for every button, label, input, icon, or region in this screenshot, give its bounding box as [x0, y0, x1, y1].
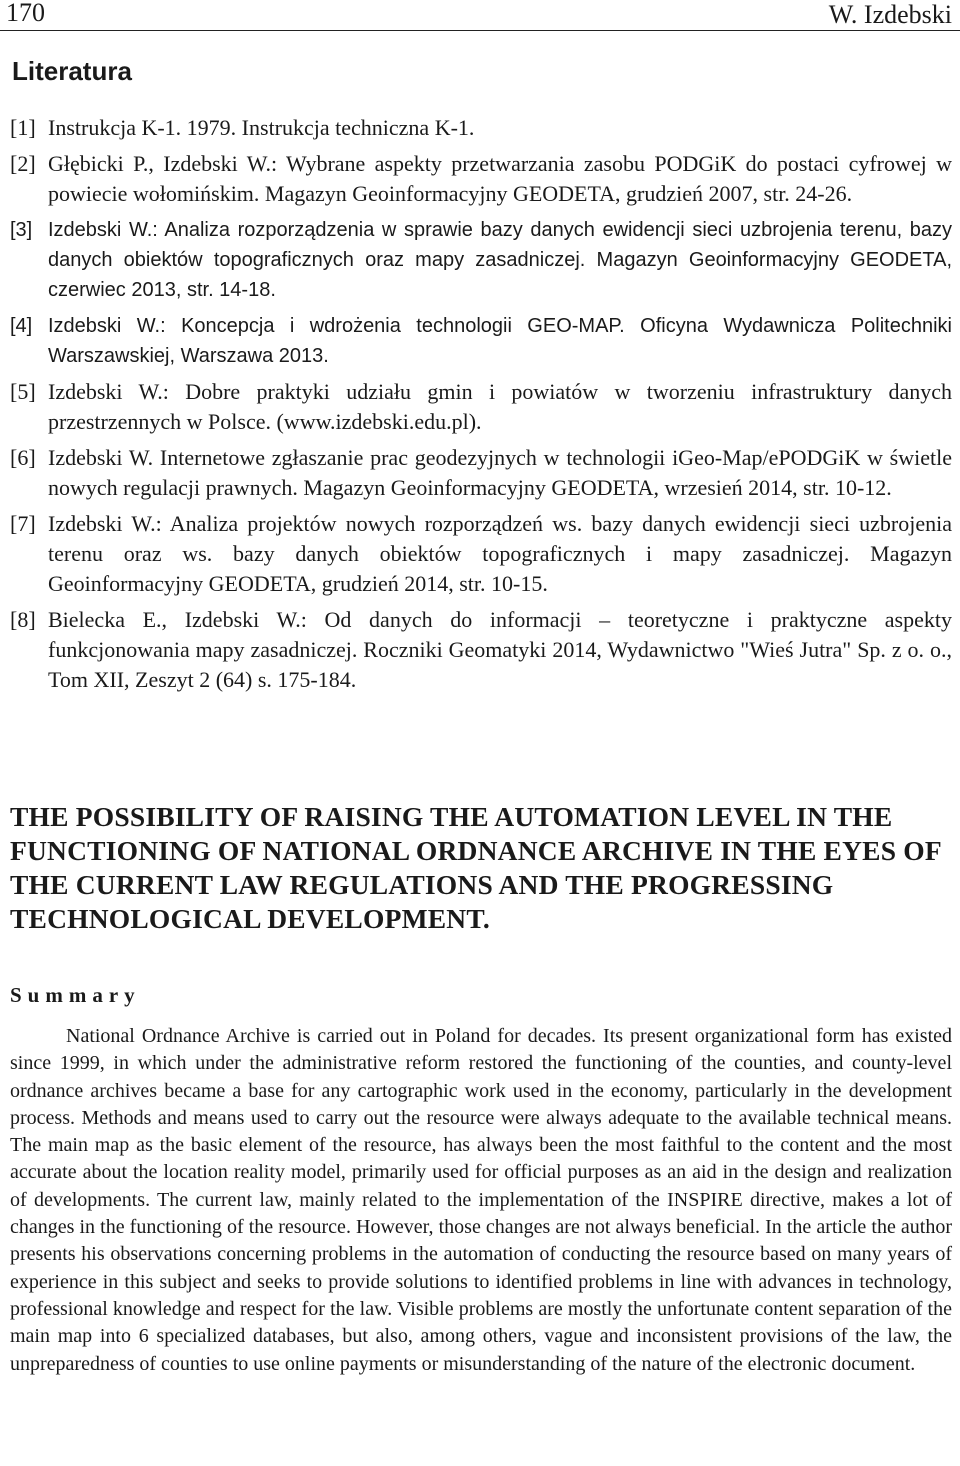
- page-number: 170: [6, 0, 45, 27]
- reference-text: Bielecka E., Izdebski W.: Od danych do informacji – teoretyczne i praktyczne aspekty funkcjonowania mapy zasadniczej. Roczniki Geomatyki 2014, Wydawnictwo "Wieś Jutra" Sp. z o. o., Tom XII, Zeszyt 2 (64) s. 175-184.: [48, 607, 952, 692]
- reference-text: Izdebski W.: Analiza projektów nowych rozporządzeń ws. bazy danych ewidencji sieci uzbrojenia terenu oraz ws. bazy danych obiektów topograficznych i mapy zasadniczej. Magazyn Geoinformacyjny GEODETA, grudzień 2014, str. 10-15.: [48, 511, 952, 596]
- reference-number: [6]: [10, 445, 36, 470]
- reference-item-5: [10, 377, 952, 437]
- reference-item-1: [10, 113, 952, 143]
- reference-text: Izdebski W.: Koncepcja i wdrożenia technologii GEO-MAP. Oficyna Wydawnicza Politechniki Warszawskiej, Warszawa 2013.: [48, 315, 952, 367]
- reference-number: [2]: [10, 151, 36, 176]
- running-head-author: W. Izdebski: [828, 0, 952, 29]
- reference-text: Głębicki P., Izdebski W.: Wybrane aspekty przetwarzania zasobu PODGiK do postaci cyfrowej w powiecie wołomińskim. Magazyn Geoinformacyjny GEODETA, grudzień 2007, str. 24-26.: [48, 151, 952, 206]
- english-article-title: THE POSSIBILITY OF RAISING THE AUTOMATION LEVEL IN THE FUNCTIONING OF NATIONAL ORDNANCE ARCHIVE IN THE EYES OF THE CURRENT LAW REGULATIONS AND THE PROGRESSING TECHNOLOGICAL DEVELOPMENT.: [10, 801, 941, 934]
- reference-item-2: [10, 149, 952, 209]
- reference-number: [7]: [10, 511, 36, 536]
- reference-item-8: [10, 605, 952, 695]
- reference-text: Izdebski W.: Dobre praktyki udziału gmin i powiatów w tworzeniu infrastruktury danych przestrzennych w Polsce. (www.izdebski.edu.pl).: [48, 379, 952, 434]
- reference-text: Izdebski W. Internetowe zgłaszanie prac geodezyjnych w technologii iGeo-Map/ePODGiK w świetle nowych regulacji prawnych. Magazyn Geoinformacyjny GEODETA, wrzesień 2014, str. 10-12.: [48, 445, 952, 500]
- summary-heading: Summary: [10, 983, 141, 1007]
- reference-item-6: [10, 443, 952, 503]
- literature-heading: Literatura: [12, 56, 132, 86]
- reference-item-4: [10, 311, 952, 371]
- reference-number: [1]: [10, 115, 36, 140]
- page-header: [0, 0, 960, 31]
- reference-list: [10, 113, 952, 701]
- reference-number: [3]: [10, 219, 33, 241]
- reference-number: [8]: [10, 607, 36, 632]
- summary-body: National Ordnance Archive is carried out in Poland for decades. Its present organizational form has existed since 1999, in which under the administrative reform restored the functioning of the counties, and county-level ordnance archives became a base for any cartographic work used in the economy, particularly in the development process. Methods and means used to carry out the resource were always adequate to the available technical means. The main map as the basic element of the resource, has always been the most faithful to the content and the most accurate about the location reality model, primarily used for official purposes as an aid in the design and realization of developments. The current law, mainly related to the implementation of the INSPIRE directive, makes a lot of changes in the functioning of the resource. However, those changes are not always beneficial. In the article the author presents his observations concerning problems in the automation of conducting the resource based on many years of experience in this subject and seeks to provide solutions to identified problems in line with advances in technology, professional knowledge and respect for the law. Visible problems are mostly the unfortunate content separation of the main map into 6 specialized databases, but also, among others, vague and inconsistent provisions of the law, the unpreparedness of counties to use online payments or misunderstanding of the nature of the electronic document.: [10, 1025, 952, 1375]
- reference-item-7: [10, 509, 952, 599]
- reference-text: Instrukcja K-1. 1979. Instrukcja techniczna K-1.: [48, 115, 475, 140]
- reference-number: [4]: [10, 315, 33, 337]
- reference-number: [5]: [10, 379, 36, 404]
- reference-text: Izdebski W.: Analiza rozporządzenia w sprawie bazy danych ewidencji sieci uzbrojenia terenu, bazy danych obiektów topograficznych oraz mapy zasadniczej. Magazyn Geoinformacyjny GEODETA, czerwiec 2013, str. 14-18.: [48, 219, 952, 301]
- reference-item-3: [10, 215, 952, 305]
